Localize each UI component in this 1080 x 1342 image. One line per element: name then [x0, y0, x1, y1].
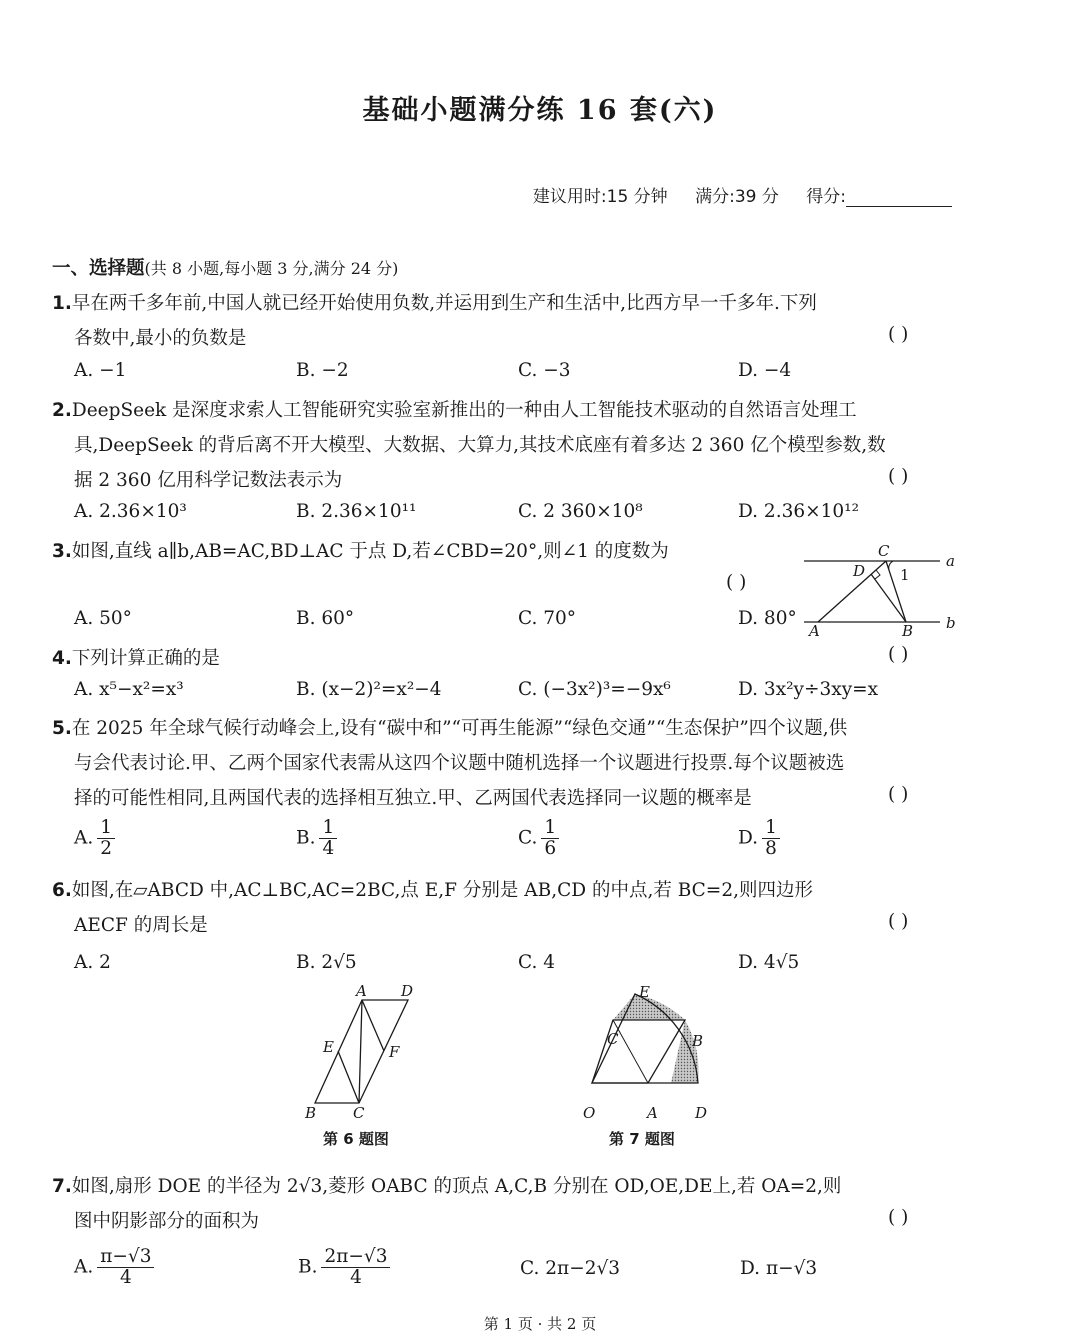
q5-b-num: 1: [319, 818, 337, 839]
section-heading: [52, 254, 398, 280]
q7-b-label: B.: [298, 1256, 318, 1278]
q5-text-2: 与会代表讨论.甲、乙两个国家代表需从这四个议题中随机选择一个议题进行投票.每个议题被选: [74, 753, 845, 774]
q7-a-fraction: [97, 1247, 154, 1288]
angle-1-arc: [889, 561, 893, 570]
q7-a-den: 4: [119, 1267, 132, 1288]
q7-text-1: 如图,扇形 DOE 的半径为 2√3,菱形 OABC 的顶点 A,C,B 分别在 OD,OE,DE上,若 OA=2,则: [71, 1176, 842, 1197]
q1-option-a[interactable]: A. −1: [74, 360, 127, 381]
rhombus-oabc: [592, 1020, 685, 1083]
q6-figure: [295, 980, 435, 1125]
q7-d-label: D.: [740, 1258, 761, 1279]
label-b: B: [305, 1104, 317, 1122]
label-a: A: [809, 622, 820, 640]
q4-answer-blank[interactable]: ( ): [888, 644, 909, 665]
q1-line1: [52, 289, 817, 315]
q7-option-d[interactable]: [740, 1258, 817, 1279]
q2-option-d[interactable]: D. 2.36×10¹²: [738, 501, 859, 522]
label-c: C: [607, 1030, 619, 1048]
q7-b-num: 2π−√3: [321, 1247, 390, 1268]
page-footer: 第 1 页 · 共 2 页: [483, 1315, 597, 1333]
q6-option-a[interactable]: A. 2: [74, 952, 111, 973]
q3-figure: [790, 540, 970, 640]
q2-text-2: 具,DeepSeek 的背后离不开大模型、大数据、大算力,其技术底座有着多达 2 360 亿个模型参数,数: [74, 435, 886, 456]
q2-text-3: 据 2 360 亿用科学记数法表示为: [74, 470, 343, 491]
q7-figure: [575, 980, 725, 1125]
q5-answer-blank[interactable]: ( ): [888, 784, 909, 805]
suggested-time: 建议用时:15 分钟: [532, 187, 668, 207]
q7-option-c[interactable]: [520, 1258, 620, 1279]
label-d: D: [853, 562, 866, 580]
q7-a-label: A.: [74, 1256, 94, 1278]
q2-answer-blank[interactable]: ( ): [888, 466, 909, 487]
q5-text-1: 在 2025 年全球气候行动峰会上,设有“碳中和”“可再生能源”“绿色交通”“生态保护”四个议题,供: [71, 718, 848, 739]
q2-option-a[interactable]: A. 2.36×10³: [74, 501, 187, 522]
q1-option-c[interactable]: C. −3: [518, 360, 571, 381]
q4-number: 4.: [52, 648, 72, 669]
q2-number: 2.: [52, 400, 72, 421]
q6-line1: [52, 876, 813, 902]
segment-ec: [338, 1051, 359, 1103]
q7-option-a[interactable]: [74, 1247, 154, 1288]
q4-option-b[interactable]: B. (x−2)²=x²−4: [296, 679, 442, 700]
q6-number: 6.: [52, 880, 72, 901]
label-d: D: [401, 982, 414, 1000]
segment-ac: [818, 561, 886, 622]
q5-c-fraction: [541, 818, 559, 859]
q1-option-d[interactable]: D. −4: [738, 360, 792, 381]
q6-answer-blank[interactable]: ( ): [888, 911, 909, 932]
q3-line1: [52, 537, 669, 563]
full-score: 满分:39 分: [695, 187, 779, 207]
q5-a-den: 2: [100, 838, 113, 859]
q5-c-label: C.: [518, 827, 538, 849]
q5-line1: [52, 714, 847, 740]
q5-d-label: D.: [738, 827, 759, 849]
q5-option-c[interactable]: [518, 818, 559, 859]
q1-text-1: 早在两千多年前,中国人就已经开始使用负数,并运用到生产和生活中,比西方早一千多年.下列: [71, 293, 817, 314]
section-title: 一、选择题: [52, 258, 145, 279]
label-a-line: a: [946, 552, 955, 570]
right-angle-mark: [875, 570, 880, 579]
label-e: E: [639, 983, 650, 1001]
segment-af: [362, 1000, 384, 1051]
q7-option-b[interactable]: [298, 1247, 390, 1288]
q5-option-a[interactable]: [74, 818, 115, 859]
q7-answer-blank[interactable]: ( ): [888, 1207, 909, 1228]
label-angle-1: 1: [900, 566, 910, 584]
q4-text: 下列计算正确的是: [71, 648, 220, 669]
q2-option-b[interactable]: B. 2.36×10¹¹: [296, 501, 417, 522]
q7-figure-caption: 第 7 题图: [609, 1130, 675, 1148]
label-b: B: [902, 622, 914, 640]
q5-text-3: 择的可能性相同,且两国代表的选择相互独立.甲、乙两国代表选择同一议题的概率是: [74, 788, 752, 809]
label-c: C: [353, 1104, 365, 1122]
q7-b-den: 4: [350, 1267, 362, 1288]
q3-number: 3.: [52, 541, 72, 562]
label-a: A: [647, 1104, 658, 1122]
exam-meta: [511, 182, 952, 207]
q5-a-fraction: [97, 818, 115, 859]
q7-a-num: π−√3: [97, 1247, 154, 1268]
q7-text-2: 图中阴影部分的面积为: [74, 1211, 260, 1232]
q5-b-label: B.: [296, 827, 316, 849]
q5-option-d[interactable]: [738, 818, 780, 859]
q5-d-num: 1: [762, 818, 780, 839]
q7-number: 7.: [52, 1176, 72, 1197]
q5-b-den: 4: [322, 838, 335, 859]
q7-b-fraction: [321, 1247, 390, 1288]
q7-line1: [52, 1172, 841, 1198]
q3-answer-blank[interactable]: ( ): [726, 572, 747, 593]
section-note: (共 8 小题,每小题 3 分,满分 24 分): [144, 259, 399, 278]
q5-a-label: A.: [74, 827, 94, 849]
label-a: A: [356, 982, 367, 1000]
q2-text-1: DeepSeek 是深度求索人工智能研究实验室新推出的一种由人工智能技术驱动的自然语言处理工: [71, 400, 857, 421]
segment-ac: [359, 1000, 362, 1103]
q3-option-d[interactable]: D. 80°: [738, 608, 797, 629]
q7-d-text: π−√3: [765, 1258, 818, 1279]
label-o: O: [583, 1104, 596, 1122]
q1-text-2: 各数中,最小的负数是: [74, 328, 247, 349]
score-label: 得分:: [806, 187, 846, 207]
q5-option-b[interactable]: [296, 818, 337, 859]
q1-option-b[interactable]: B. −2: [296, 360, 349, 381]
q6-option-b[interactable]: B. 2√5: [296, 952, 357, 973]
q4-option-d[interactable]: D. 3x²y÷3xy=x: [738, 679, 879, 700]
q6-text-1: 如图,在▱ABCD 中,AC⊥BC,AC=2BC,点 E,F 分别是 AB,CD 的中点,若 BC=2,则四边形: [71, 880, 813, 901]
q5-c-den: 6: [544, 838, 557, 859]
q4-line1: [52, 644, 220, 670]
label-d: D: [695, 1104, 708, 1122]
q4-option-a[interactable]: A. x⁵−x²=x³: [74, 679, 184, 700]
q5-c-num: 1: [541, 818, 559, 839]
q2-line1: [52, 396, 857, 422]
label-c: C: [878, 542, 890, 560]
q6-option-d[interactable]: D. 4√5: [738, 952, 800, 973]
score-blank[interactable]: [846, 188, 952, 207]
q6-figure-caption: 第 6 题图: [323, 1130, 389, 1148]
q2-option-c[interactable]: C. 2 360×10⁸: [518, 501, 643, 522]
q3-option-c[interactable]: C. 70°: [518, 608, 577, 629]
q1-number: 1.: [52, 293, 72, 314]
shaded-region-bottom: [671, 1020, 699, 1083]
label-b: B: [692, 1032, 704, 1050]
label-e: E: [323, 1038, 334, 1056]
q5-b-fraction: [319, 818, 337, 859]
label-b-line: b: [946, 614, 956, 632]
q3-text: 如图,直线 a∥b,AB=AC,BD⊥AC 于点 D,若∠CBD=20°,则∠1 的度数为: [71, 541, 669, 562]
q7-c-label: C.: [520, 1258, 540, 1279]
q7-c-text: 2π−2√3: [545, 1258, 621, 1279]
q5-number: 5.: [52, 718, 72, 739]
page-title: 基础小题满分练 16 套(六): [362, 95, 718, 126]
q5-a-num: 1: [97, 818, 115, 839]
q6-option-c[interactable]: C. 4: [518, 952, 556, 973]
q3-option-b[interactable]: B. 60°: [296, 608, 355, 629]
q5-d-den: 8: [765, 838, 777, 859]
label-f: F: [389, 1043, 400, 1061]
q3-option-a[interactable]: A. 50°: [74, 608, 132, 629]
q6-text-2: AECF 的周长是: [74, 915, 208, 936]
q4-option-c[interactable]: C. (−3x²)³=−9x⁶: [518, 679, 671, 700]
q1-answer-blank[interactable]: ( ): [888, 324, 909, 345]
q5-d-fraction: [762, 818, 780, 859]
